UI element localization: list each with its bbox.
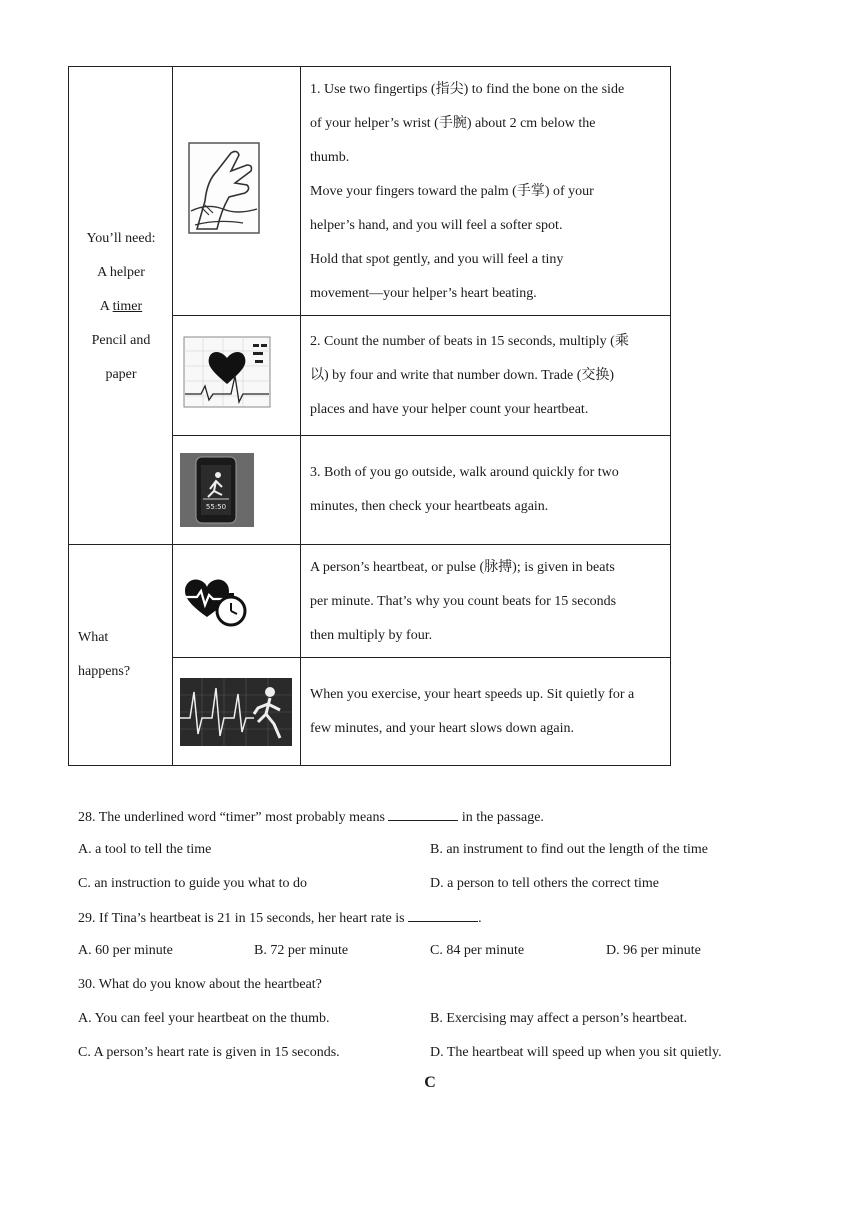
q29-option-c: C. 84 per minute	[430, 943, 525, 958]
step2-line1: 2. Count the number of beats in 15 seconds, multiply (乘	[310, 334, 629, 349]
q29-option-d: D. 96 per minute	[606, 943, 701, 958]
step1-cell	[300, 66, 671, 315]
watch-readout: 55:50	[205, 503, 227, 511]
step2-cell	[300, 315, 671, 435]
q28-option-b: B. an instrument to find out the length of the time	[430, 842, 709, 857]
answer-blank	[408, 909, 478, 922]
what-happens-cell	[68, 544, 172, 766]
fitness-watch-illustration	[180, 453, 254, 527]
needs-header: You’ll need:	[86, 231, 156, 246]
result1-line1: A person’s heartbeat, or pulse (脉搏); is given in beats	[310, 560, 615, 575]
result1-line2: per minute. That’s why you count beats for 15 seconds	[310, 594, 617, 609]
heart-ecg-illustration	[183, 336, 271, 408]
result1-cell	[300, 544, 671, 657]
step2-line2: 以) by four and write that number down. Trade (交换)	[310, 368, 615, 383]
step1-line5: helper’s hand, and you will feel a softer spot.	[310, 218, 563, 233]
instruction-table	[68, 66, 671, 766]
q29-option-b: B. 72 per minute	[254, 943, 349, 958]
needs-pencil: Pencil and	[91, 333, 151, 348]
question-28: 28. The underlined word “timer” most probably means in the passage.	[78, 810, 544, 825]
step3-cell	[300, 435, 671, 544]
question-29: 29. If Tina’s heartbeat is 21 in 15 seconds, her heart rate is .	[78, 911, 482, 926]
result1-line3: then multiply by four.	[310, 628, 433, 643]
step2-line3: places and have your helper count your heartbeat.	[310, 402, 589, 417]
question-30: 30. What do you know about the heartbeat?	[78, 977, 322, 992]
pic-cell-5	[172, 657, 300, 766]
what-happens-line1: What	[78, 630, 109, 645]
q28-option-c: C. an instruction to guide you what to do	[78, 876, 308, 891]
step1-line7: movement—your helper’s heart beating.	[310, 286, 537, 301]
step1-line6: Hold that spot gently, and you will feel a tiny	[310, 252, 564, 267]
q30-option-b: B. Exercising may affect a person’s heartbeat.	[430, 1011, 688, 1026]
step1-line3: thumb.	[310, 150, 350, 165]
pic-cell-1	[172, 66, 300, 315]
section-label: C	[424, 1074, 436, 1091]
step3-line1: 3. Both of you go outside, walk around quickly for two	[310, 465, 619, 480]
needs-helper: A helper	[97, 265, 145, 280]
result2-line1: When you exercise, your heart speeds up. Sit quietly for a	[310, 687, 635, 702]
needs-timer: A timer	[99, 299, 143, 314]
needs-paper: paper	[105, 367, 137, 382]
result2-line2: few minutes, and your heart slows down again.	[310, 721, 574, 736]
wrist-pulse-illustration	[187, 141, 265, 237]
q30-option-a: A. You can feel your heartbeat on the thumb.	[78, 1011, 330, 1026]
answer-blank	[388, 808, 458, 821]
step1-line4: Move your fingers toward the palm (手掌) of your	[310, 184, 594, 199]
q28-option-d: D. a person to tell others the correct time	[430, 876, 659, 891]
what-happens-line2: happens?	[78, 664, 131, 679]
step1-line2: of your helper’s wrist (手腕) about 2 cm below the	[310, 116, 596, 131]
q28-option-a: A. a tool to tell the time	[78, 842, 212, 857]
result2-cell	[300, 657, 671, 766]
pic-cell-2	[172, 315, 300, 435]
pic-cell-3	[172, 435, 300, 544]
step1-line1: 1. Use two fingertips (指尖) to find the bone on the side	[310, 82, 625, 97]
q29-option-a: A. 60 per minute	[78, 943, 173, 958]
needs-cell	[68, 66, 172, 544]
q30-option-c: C. A person’s heart rate is given in 15 seconds.	[78, 1045, 340, 1060]
runner-ecg-illustration	[180, 678, 292, 746]
q30-option-d: D. The heartbeat will speed up when you sit quietly.	[430, 1045, 722, 1060]
step3-line2: minutes, then check your heartbeats again.	[310, 499, 549, 514]
heart-stopwatch-icon	[183, 577, 249, 629]
pic-cell-4	[172, 544, 300, 657]
timer-word: timer	[112, 299, 143, 314]
